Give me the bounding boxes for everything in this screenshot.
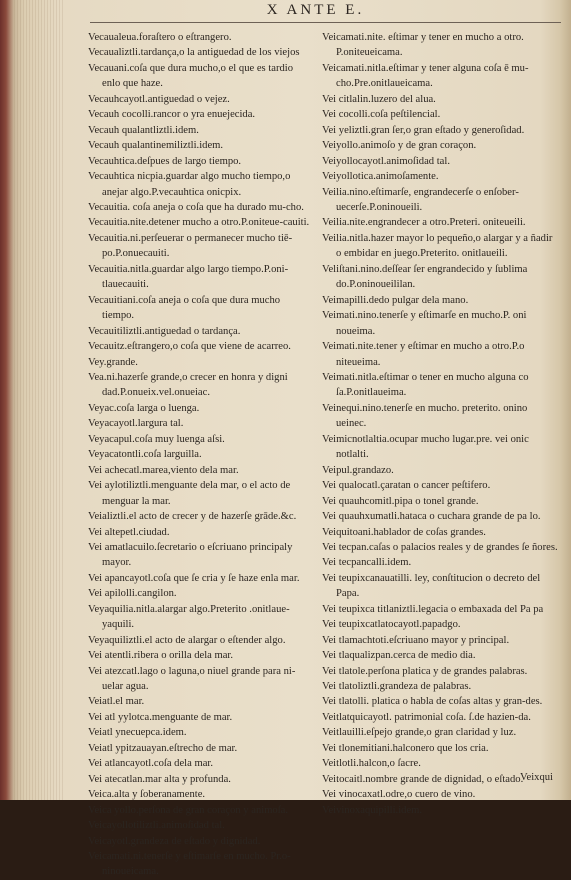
dictionary-entry: Vei tlatoliztli.grandeza de palabras. [322, 681, 472, 693]
dictionary-entry: Vei atecatlan.mar alta y profunda. [88, 773, 231, 785]
dictionary-entry: Vecauitiliztli.antiguedad o tardança. [88, 325, 241, 337]
dictionary-entry: Veyacatontli.coſa larguilla. [88, 449, 202, 461]
dictionary-entry: Vei yeliztli.gran ſer,o gran eſtado y generoſidad. [322, 124, 525, 136]
dictionary-entry: Vecauhtica nicpia.guardar algo mucho tiempo,o anejar algo.P.vecauhtica onicpix. [88, 171, 291, 198]
dictionary-entry: Veyacayotl.largura tal. [88, 418, 184, 430]
dictionary-entry: Vei atezcatl.lago o laguna,o niuel grande para ni-uelar agua. [88, 665, 296, 693]
dictionary-entry: Veimicnotlaltia.ocupar mucho lugar.pre. vei onic notlalti. [322, 433, 529, 461]
dictionary-entry: Veica yollo.perſona de gran coraçon y animoſa. [88, 804, 289, 816]
dictionary-entry: Veilia.nitla.hazer mayor lo pequeño,o alargar y a ñadir o embidar en juego.Preterito. onitlaueili. [322, 232, 553, 260]
dictionary-entry: Veiatl ynecuepca.idem. [88, 727, 187, 739]
dictionary-entry: Vei aylotiliztli.menguante dela mar, o el acto de menguar la mar. [88, 480, 291, 507]
dictionary-entry: Vei citlalin.luzero del alua. [322, 93, 436, 105]
dictionary-entry: Veilia.nite.engrandecer a otro.Preteri. oniteueili. [322, 217, 526, 229]
dictionary-entry: Veimapilli.dedo pulgar dela mano. [322, 294, 469, 306]
dictionary-entry: Vei tlatolli. platica o habla de coſas altas y gran-des. [322, 696, 543, 708]
dictionary-entry: Vei atlancayotl.coſa dela mar. [88, 758, 214, 770]
dictionary-entry: Vecauh cocolli.rancor o yra enuejecida. [88, 109, 256, 121]
dictionary-entry: Veicayollotiliztli.animoſidad tal. [88, 820, 225, 832]
dictionary-entry: Vei apilolli.cangilon. [88, 588, 177, 600]
dictionary-entry: Vei atl yylotca.menguante de mar. [88, 711, 233, 723]
dictionary-entry: Veiyollocayotl.animoſidad tal. [322, 155, 450, 167]
dictionary-entry: Veimati.nino.tenerſe y eſtimarſe en mucho.P. oni noueima. [322, 310, 527, 337]
dictionary-entry: Veyac.coſa larga o luenga. [88, 402, 200, 414]
dictionary-entry: Veicamati.nitla.eſtimar y tener alguna coſa ē mu-cho.Pre.onitlaueicama. [322, 62, 529, 90]
dictionary-entry: Vei achecatl.marea,viento dela mar. [88, 464, 239, 476]
dictionary-entry: Veica.alta y ſoberanamente. [88, 789, 206, 801]
dictionary-entry: Vei teupixcanauatilli. ley, conſtitucion o decreto del Papa. [322, 572, 541, 600]
dictionary-entry: Veilia.nino.eſtimarſe, engrandecerſe o enſober-uecerſe.P.oninoueili. [322, 186, 519, 213]
dictionary-entry: Vei tlamachtoti.eſcriuano mayor y principal. [322, 634, 510, 646]
dictionary-entry: Vei tlaqualizpan.cerca de medio dia. [322, 650, 476, 662]
dictionary-entry: Vecauitia. coſa aneja o coſa que ha durado mu-cho. [88, 201, 304, 213]
dictionary-entry: Veimati.nitla.eſtimar o tener en mucho alguna co ſa.P.onitlaueima. [322, 371, 529, 399]
dictionary-page [60, 0, 571, 878]
dictionary-entry: Veyacapul.coſa muy luenga aſsi. [88, 433, 225, 445]
dictionary-entry: Vecauitiani.coſa aneja o coſa que dura mucho tiempo. [88, 294, 281, 322]
dictionary-entry: Veicamati.ni.tenerſe y eſtimarſe en mucho. Pr.o-ninoueicama. [88, 851, 291, 878]
dictionary-entry: Vei qualocatl.çaratan o cancer peſtifero. [322, 480, 491, 492]
dictionary-entry: Veinequi.nino.tenerſe en mucho. preterito. onino ueinec. [322, 402, 528, 430]
dictionary-entry: Vei quauhxumatli.hataca o cuchara grande de pa lo. [322, 511, 541, 523]
dictionary-entry: Vecauh qualantliztli.idem. [88, 124, 199, 136]
dictionary-entry: Vey.grande. [88, 356, 138, 368]
dictionary-entry: Vei teupixca titlaniztli.legacia o embaxada del Pa pa [322, 603, 544, 615]
dictionary-entry: Veitlauilli.eſpejo grande,o gran claridad y luz. [322, 727, 517, 739]
dictionary-entry: Vei tecpan.caſas o palacios reales y de grandes ſe ñores. [322, 541, 558, 553]
running-head: X ANTE E. [266, 2, 365, 18]
dictionary-entry: Veliſtani.nino.deſſear ſer engrandecido y ſublima do.P.oninoueililan. [322, 263, 528, 291]
header-rule [90, 22, 561, 23]
dictionary-entry: Vei quauhcomitl.pipa o tonel grande. [322, 495, 479, 507]
dictionary-entry: Vecaualiztli.tardança,o la antiguedad de los viejos [88, 47, 300, 59]
dictionary-entry: Vei apancayotl.coſa que ſe cria y ſe haze enla mar. [88, 572, 300, 584]
dictionary-entry: Vecauh qualantinemiliztli.idem. [88, 140, 224, 152]
dictionary-entry: Vecauhcayotl.antiguedad o vejez. [88, 93, 230, 105]
dictionary-entry: Veitocaitl.nombre grande de dignidad, o eſtado. [322, 773, 524, 785]
dictionary-entry: Vecauani.coſa que dura mucho,o el que es tardio enlo que haze. [88, 62, 294, 90]
dictionary-entry: Veyaquilia.nitla.alargar algo.Preterito .onitlaue-yaquili. [88, 603, 290, 631]
dictionary-entry: Vecaualeua.foraſtero o eſtrangero. [88, 32, 232, 43]
dictionary-entry: Veiatl ypitzauayan.eſtrecho de mar. [88, 742, 238, 754]
dictionary-entry: Vea.ni.hazerſe grande,o crecer en honra y digni dad.P.onueix.vel.onueiac. [88, 371, 288, 399]
dictionary-entry: Veyaquiliztli.el acto de alargar o eſtender algo. [88, 634, 286, 646]
dictionary-entry: Veitlatquicayotl. patrimonial coſa. ſ.de hazien-da. [322, 711, 531, 723]
dictionary-entry: Veimati.nite.tener y eſtimar en mucho a otro.P.o niteueima. [322, 341, 525, 368]
dictionary-entry: Vei tlonemitiani.halconero que los cria. [322, 742, 489, 754]
dictionary-entry: Vecauitz.eſtrangero,o coſa que viene de acarreo. [88, 341, 291, 353]
dictionary-entry: Vecauhtica.deſpues de largo tiempo. [88, 155, 242, 167]
dictionary-entry: Vei altepetl.ciudad. [88, 526, 170, 538]
dictionary-entry: Veipul.grandazo. [322, 464, 394, 476]
dictionary-entry: Vecauitia.ni.perſeuerar o permanecer mucho tiē-po.P.onuecauiti. [88, 232, 293, 260]
dictionary-entry: Veiyollotica.animoſamente. [322, 171, 439, 183]
right-column [322, 30, 558, 818]
dictionary-entry: Vei amatlacuilo.ſecretario o eſcriuano principaly mayor. [88, 541, 293, 569]
dictionary-entry: Veitlotli.halcon,o ſacre. [322, 758, 421, 770]
dictionary-entry: Veicamati.nite. eſtimar y tener en mucho a otro. P.oniteueicama. [322, 32, 524, 59]
dictionary-entry: Veiyollo.animoſo y de gran coraçon. [322, 140, 477, 152]
dictionary-entry: Veicayotl.grandeza de eſtado y dignidad. [88, 835, 261, 847]
dictionary-entry: Veivinoxaquipilli.idem. [322, 804, 423, 816]
catchword: Veixqui [520, 772, 553, 783]
dictionary-entry: Vei atentli.ribera o orilla dela mar. [88, 650, 234, 662]
dictionary-entry: Veiquitoani.hablador de coſas grandes. [322, 526, 486, 538]
dictionary-entry: Vei tecpancalli.idem. [322, 557, 412, 569]
dictionary-entry: Vecauitia.nitla.guardar algo largo tiempo.P.oni-tlauecauiti. [88, 263, 289, 291]
dictionary-entry: Veializtli.el acto de crecer y de hazerſe grāde.&c. [88, 511, 297, 523]
dictionary-entry: Vei tlatole.perſona platica y de grandes palabras. [322, 665, 528, 677]
left-column [88, 30, 310, 880]
dictionary-entry: Veiatl.el mar. [88, 696, 145, 708]
dictionary-entry: Vei vinocaxatl.odre,o cuero de vino. [322, 789, 476, 801]
dictionary-entry: Vecauitia.nite.detener mucho a otro.P.oniteue-cauiti. [88, 217, 310, 229]
dictionary-entry: Vei cocolli.coſa peſtilencial. [322, 109, 441, 121]
page-edges [14, 0, 64, 800]
dictionary-entry: Vei teupixcatlatocayotl.papadgo. [322, 619, 461, 631]
